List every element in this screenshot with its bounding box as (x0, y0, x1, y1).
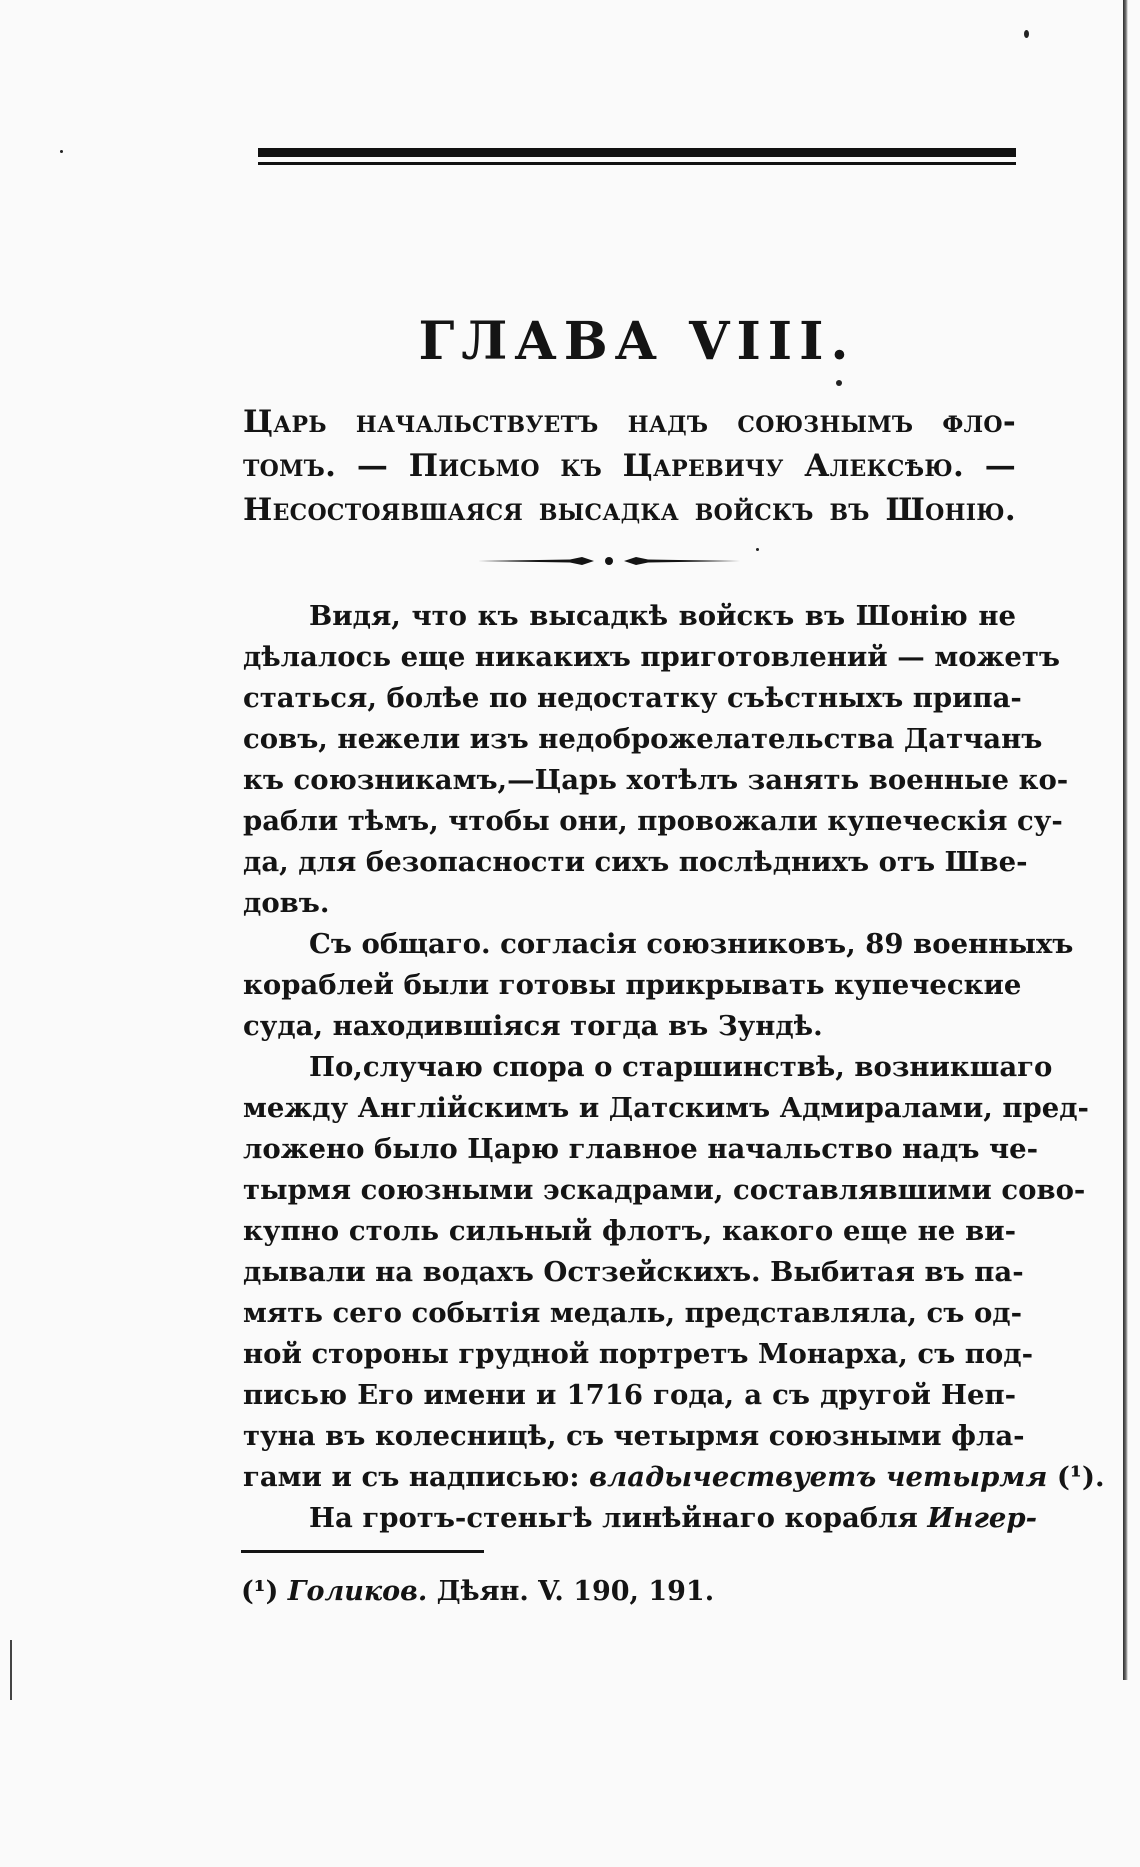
text-line: писью Его имени и 1716 года, а съ другой Неп- (243, 1379, 1016, 1411)
text-line: туна въ колесницѣ, съ четырмя союзными фла- (243, 1420, 1025, 1452)
footnote-marker: (¹) (241, 1576, 279, 1607)
footnote (241, 1574, 714, 1610)
chapter-body (243, 596, 1105, 1539)
text-line: дѣлалось еще никакихъ приготовлений — можетъ (243, 641, 1060, 673)
text-line: совъ, нежели изъ недоброжелательства Датчанъ (243, 723, 1043, 755)
footnote-reference: (¹). (1056, 1461, 1105, 1493)
text-line: рабли тѣмъ, чтобы они, провожали купеческія су- (243, 805, 1063, 837)
scan-speck (836, 380, 842, 386)
text-line (243, 1498, 1038, 1539)
scan-speck (60, 150, 63, 153)
footnote-citation: Дѣян. V. 190, 191. (436, 1576, 715, 1607)
scan-edge (1123, 0, 1128, 1680)
text-line: суда, находившіяся тогда въ Зундѣ. (243, 1010, 823, 1042)
chapter-title: ГЛАВА VIII. (418, 311, 856, 372)
summary-line: Несостоявшаяся высадка войскъ въ Шонію. (243, 492, 1016, 528)
scan-speck (756, 548, 759, 551)
text-line: кораблей были готовы прикрывать купеческие (243, 969, 1022, 1001)
text-line: По,случаю спора о старшинствѣ, возникшаго (309, 1051, 1053, 1083)
text-line: мять сего событія медаль, представляла, съ од- (243, 1297, 1023, 1329)
text-line: тырмя союзными эскадрами, составлявшими сово- (243, 1174, 1086, 1206)
chapter-summary (243, 400, 1016, 532)
text-fragment: На гротъ-стеньгѣ линѣйнаго корабля (309, 1502, 918, 1534)
text-line: купно столь сильный флотъ, какого еще не ви- (243, 1215, 1016, 1247)
text-line (243, 1457, 1105, 1498)
text-line: между Англійскимъ и Датскимъ Адмиралами, пред- (243, 1092, 1089, 1124)
text-line: къ союзникамъ,—Царь хотѣлъ занять военные ко- (243, 764, 1069, 796)
paragraph (243, 924, 1074, 1047)
summary-line: Царь начальствуетъ надъ союзнымъ фло- (243, 404, 1016, 440)
scan-edge-left (10, 1640, 12, 1700)
text-line: Видя, что къ высадкѣ войскъ въ Шонію не (309, 600, 1016, 632)
italic-ship-name: Ингер- (927, 1502, 1038, 1534)
text-line: Съ общаго. согласія союзниковъ, 89 военныхъ (309, 928, 1074, 960)
footnote-author: Голиков. (287, 1576, 428, 1607)
text-line: ной стороны грудной портретъ Монарха, съ под- (243, 1338, 1033, 1370)
paragraph (243, 596, 1069, 924)
text-line: довъ. (243, 887, 330, 919)
header-rule-thin (258, 162, 1016, 165)
text-line: да, для безопасности сихъ послѣднихъ отъ Шве- (243, 846, 1028, 878)
text-line: дывали на водахъ Остзейскихъ. Выбитая въ па- (243, 1256, 1024, 1288)
paragraph (243, 1498, 1038, 1539)
text-fragment: гами и съ надписью: (243, 1461, 580, 1493)
footnote-rule (241, 1550, 484, 1553)
italic-quote: владычествуетъ четырмя (589, 1461, 1048, 1493)
text-line: ложено было Царю главное начальство надъ че- (243, 1133, 1039, 1165)
paragraph (243, 1047, 1105, 1498)
header-rule (258, 148, 1016, 157)
text-line: статься, болѣе по недостатку съѣстныхъ припа- (243, 682, 1022, 714)
summary-line: томъ. — Письмо къ Царевичу Алексѣю. — (243, 448, 1016, 484)
ornament-divider (478, 553, 740, 569)
scan-speck (1024, 30, 1029, 38)
